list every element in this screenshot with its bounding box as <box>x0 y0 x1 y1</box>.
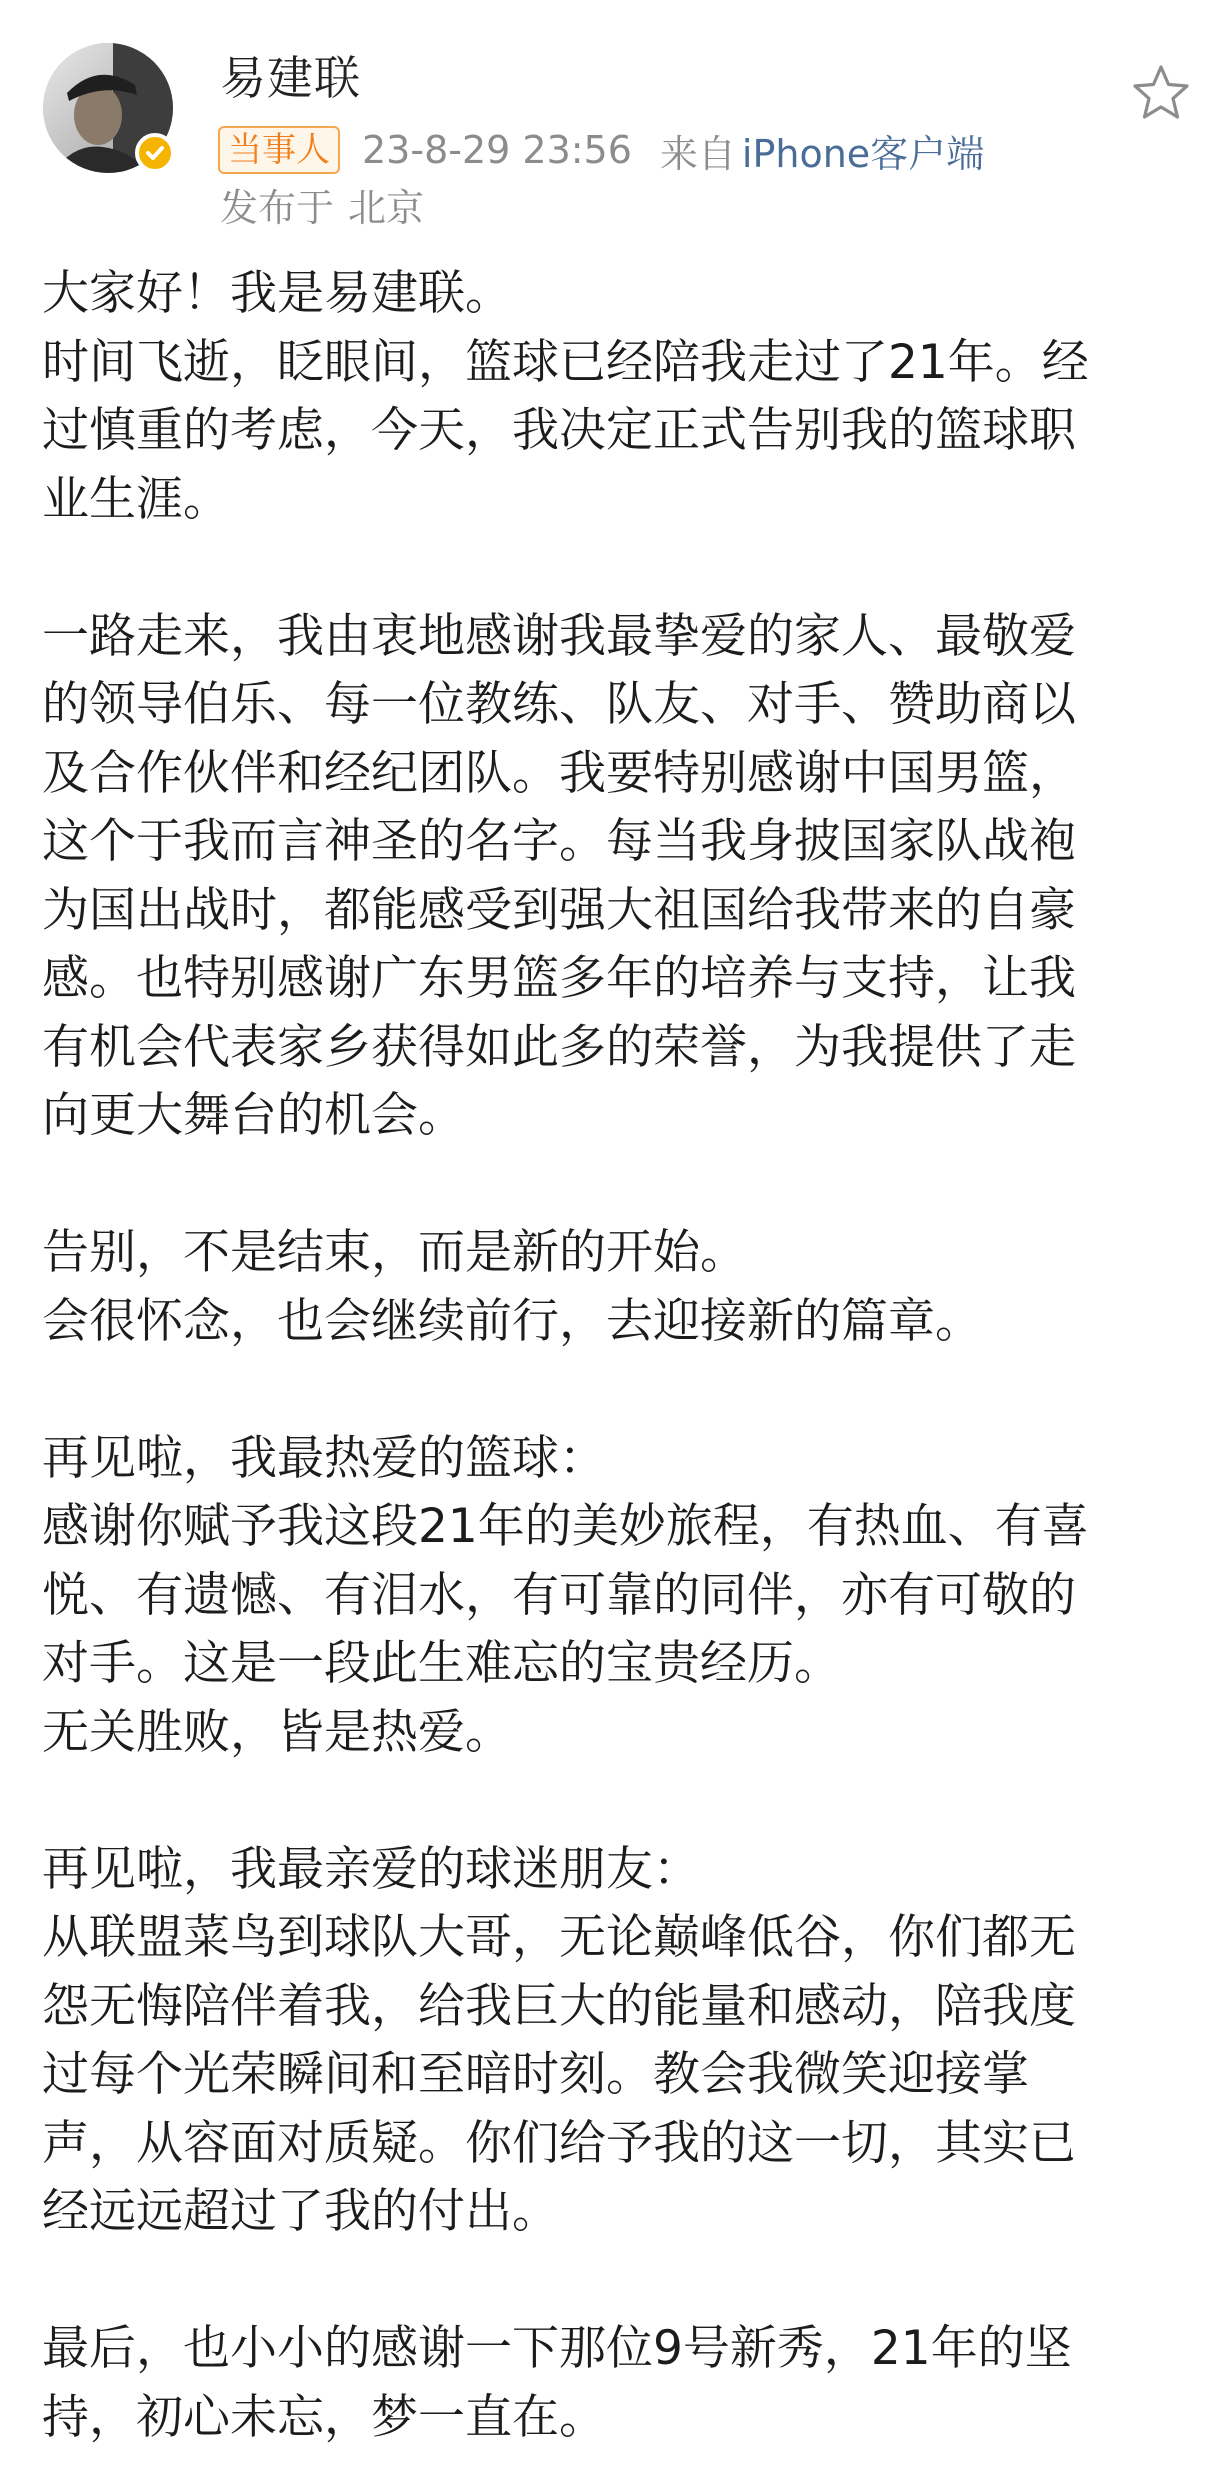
post-header <box>0 0 1224 250</box>
post-text-line: 对手。这是一段此生难忘的宝贵经历。 <box>42 1636 841 1691</box>
post-text-line: 再见啦，我最亲爱的球迷朋友： <box>42 1841 700 1897</box>
verified-badge-icon <box>135 133 175 173</box>
post-text-line: 时间飞逝，眨眼间，篮球已经陪我走过了21年。经 <box>42 334 1089 390</box>
post-meta <box>218 124 984 176</box>
source-device-link[interactable]: iPhone客户端 <box>741 131 985 176</box>
paragraph-gap <box>42 2247 1192 2316</box>
favorite-button[interactable] <box>1130 62 1192 124</box>
post-text-line: 过慎重的考虑，今天，我决定正式告别我的篮球职 <box>42 403 1076 458</box>
paragraph-gap <box>42 534 1192 603</box>
post-text-line: 感。也特别感谢广东男篮多年的培养与支持，让我 <box>42 951 1076 1006</box>
post-text-line: 为国出战时，都能感受到强大祖国给我带来的自豪 <box>42 882 1076 938</box>
paragraph-gap <box>42 1767 1192 1836</box>
post-text-line: 及合作伙伴和经纪团队。我要特别感谢中国男篮， <box>42 745 1076 801</box>
post-text-line: 会很怀念，也会继续前行，去迎接新的篇章。 <box>42 1293 982 1349</box>
post-text-line: 再见啦，我最热爱的篮球： <box>42 1430 606 1486</box>
post-text-line: 持，初心未忘，梦一直在。 <box>42 2389 606 2445</box>
post-text-line: 向更大舞台的机会。 <box>42 1088 465 1143</box>
post-text-line: 悦、有遗憾、有泪水，有可靠的同伴，亦有可敬的 <box>42 1567 1076 1623</box>
location-value: 北京 <box>348 186 425 230</box>
post-text-line: 从联盟菜鸟到球队大哥，无论巅峰低谷，你们都无 <box>42 1910 1076 1965</box>
post-text-line: 感谢你赋予我这段21年的美妙旅程，有热血、有喜 <box>42 1499 1089 1554</box>
role-badge: 当事人 <box>218 126 340 174</box>
post-text-line: 怨无悔陪伴着我，给我巨大的能量和感动，陪我度 <box>42 1978 1076 2034</box>
location-prefix: 发布于 <box>220 186 335 230</box>
source-prefix: 来自 <box>659 131 736 176</box>
post-location <box>220 182 424 234</box>
post-text-line: 大家好！我是易建联。 <box>42 266 512 321</box>
paragraph-gap <box>42 1151 1192 1220</box>
author-name[interactable]: 易建联 <box>220 51 361 105</box>
post-text-line: 一路走来，我由衷地感谢我最挚爱的家人、最敬爱 <box>42 608 1076 664</box>
post-text-line: 告别，不是结束，而是新的开始。 <box>42 1225 747 1280</box>
post-text-line: 这个于我而言神圣的名字。每当我身披国家队战袍 <box>42 814 1076 869</box>
post-text-line: 经远远超过了我的付出。 <box>42 2184 559 2239</box>
post-text-line: 最后，也小小的感谢一下那位9号新秀，21年的坚 <box>42 2321 1072 2376</box>
post-text-line: 有机会代表家乡获得如此多的荣誉，为我提供了走 <box>42 1019 1076 1075</box>
paragraph-gap <box>42 1356 1192 1425</box>
post-timestamp: 23-8-29 23:56 <box>362 128 632 172</box>
post-body <box>42 260 1192 2452</box>
star-icon <box>1130 62 1192 124</box>
post-text-line: 无关胜败，皆是热爱。 <box>42 1704 512 1760</box>
post-text-line: 业生涯。 <box>42 471 230 527</box>
post-text-line: 声，从容面对质疑。你们给予我的这一切，其实已 <box>42 2115 1076 2171</box>
avatar-container[interactable] <box>43 43 173 173</box>
post-text-line: 的领导伯乐、每一位教练、队友、对手、赞助商以 <box>42 677 1076 732</box>
post-text-line: 过每个光荣瞬间和至暗时刻。教会我微笑迎接掌 <box>42 2047 1029 2102</box>
